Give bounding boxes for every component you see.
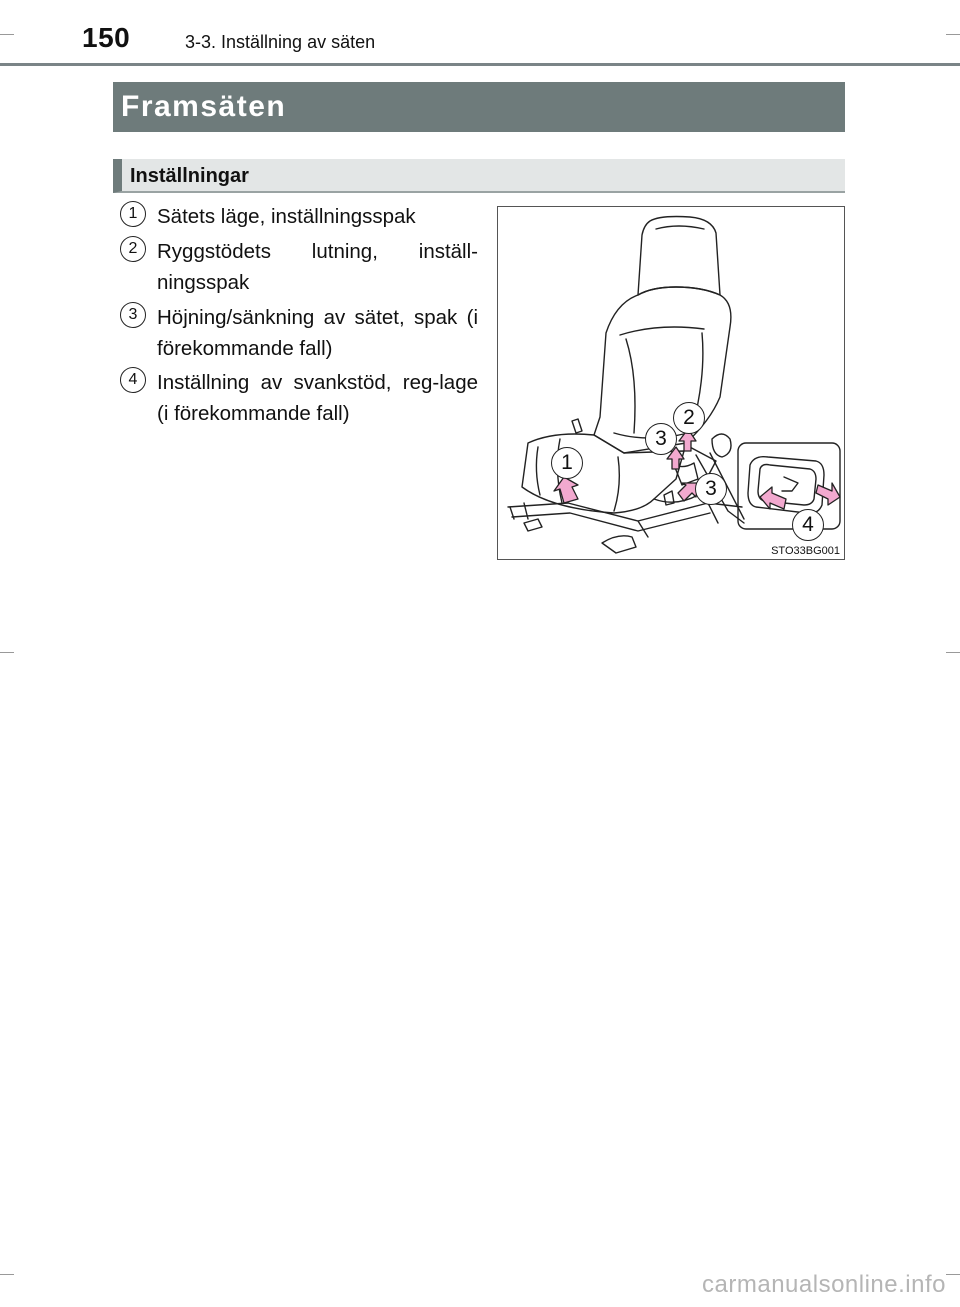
subheading-bar <box>113 159 845 193</box>
list-item <box>120 302 478 364</box>
item-number-badge: 3 <box>120 302 146 328</box>
subheading-title: Inställningar <box>130 165 249 187</box>
section-path: 3-3. Inställning av säten <box>185 32 376 52</box>
page-number: 150 <box>82 22 131 53</box>
crop-mark <box>946 652 960 653</box>
list-item <box>120 201 478 232</box>
list-item <box>120 236 478 298</box>
page-title-bar <box>113 82 845 132</box>
header-rule <box>0 63 960 66</box>
seat-drawing <box>498 207 844 559</box>
callout-4: 4 <box>792 509 824 541</box>
item-number-badge: 2 <box>120 236 146 262</box>
lumbar-inset-box <box>738 443 840 529</box>
list-item <box>120 367 478 429</box>
seat-illustration <box>497 206 845 560</box>
crop-mark <box>0 652 14 653</box>
crop-mark <box>0 34 14 35</box>
item-text: Sätets läge, inställningsspak <box>157 205 416 228</box>
item-text: Inställning av svankstöd, reg-lage (i förekommande fall) <box>157 371 478 425</box>
headrest-shape <box>638 217 720 296</box>
item-number-badge: 4 <box>120 367 146 393</box>
arrow-4-right-icon <box>816 483 840 505</box>
callout-1: 1 <box>551 447 583 479</box>
crop-mark <box>946 1274 960 1275</box>
callout-3-lower: 3 <box>695 473 727 505</box>
callout-3-upper: 3 <box>645 423 677 455</box>
item-text: Höjning/sänkning av sätet, spak (i förekommande fall) <box>157 306 478 360</box>
item-number-badge: 1 <box>120 201 146 227</box>
page-title: Framsäten <box>121 90 287 123</box>
callout-2: 2 <box>673 402 705 434</box>
watermark: carmanualsonline.info <box>702 1271 946 1298</box>
item-text: Ryggstödets lutning, inställ-ningsspak <box>157 240 478 294</box>
crop-mark <box>946 34 960 35</box>
crop-mark <box>0 1274 14 1275</box>
figure-code: STO33BG001 <box>771 545 840 557</box>
